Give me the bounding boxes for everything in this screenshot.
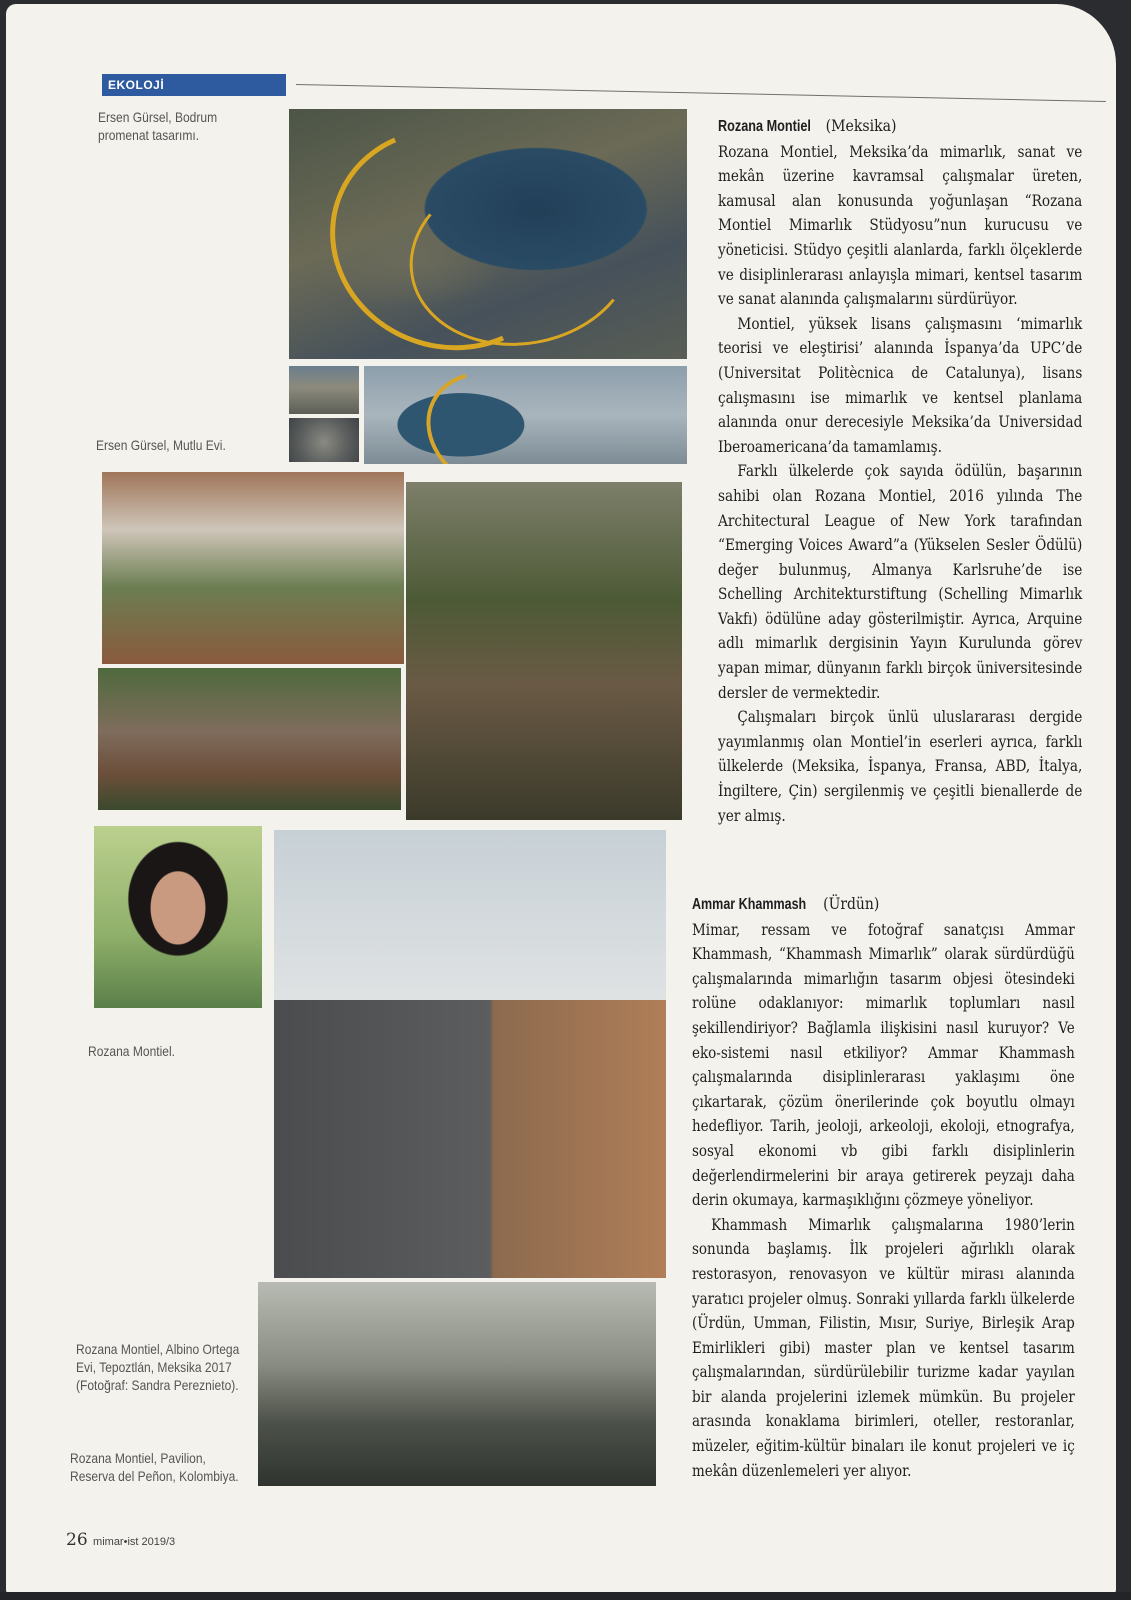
article-paragraph: Farklı ülkelerde çok sayıda ödülün, başarının sahibi olan Rozana Montiel, 2016 yılında The Architectural League of New York tarafından “Emerging Voices Award”a (Yükselen Sesler Ödülü) değer bulunmuş, Almanya Karlsruhe’de ise Schelling Architekturstiftung (Schelling Mimarlık Vakfı) ödülüne aday gösterilmiştir. Ayrıca, Arquine adlı mimarlık dergisinin Yayın Kurulunda görev yapan mimar, dünyanın farklı birçok üniversitesinde dersler de vermektedir.: [718, 462, 1083, 702]
caption-bodrum-promenade: Ersen Gürsel, Bodrum promenat tasarımı.: [98, 109, 218, 143]
top-rule: [296, 84, 1106, 102]
background-strip: [0, 1592, 1131, 1600]
article-paragraph: Khammash Mimarlık çalışmalarına 1980’lerin sonunda başlamış. İlk projeleri ağırlıklı olarak restorasyon, renovasyon ve kültür mirası alanında yaratıcı projeler olmuş. Sonraki yıllarda farklı ülkelerde (Ürdün, Umman, Filistin, Mısır, Suriye, Birleşik Arap Emirlikleri gibi) master plan ve kentsel tasarım çalışmalarından, sürdürülebilir turizme kadar yayılan bir alanda projelerini izlemek mümkün. Bu projeler arasında konaklama birimleri, oteller, restoranlar, müzeler, eğitim-kültür binaları ile konut projeleri ve iç mekân düzenlemeleri yer alıyor.: [692, 1215, 1075, 1480]
photo-mutlu-house-forest: [406, 482, 682, 820]
photo-albino-ortega-house: [274, 830, 666, 1278]
article-heading: [692, 892, 1075, 918]
article-ammar-khammash: [692, 892, 1075, 1483]
photo-pavilion: [258, 1282, 656, 1486]
article-paragraph: Rozana Montiel, Meksika’da mimarlık, sanat ve mekân üzerine kavramsal çalışmalar üreten, kamusal alan konusunda yoğunlaşan “Rozana Montiel Mimarlık Stüdyosu”nun kurucusu ve yöneticisi. Stüdyo çeşitli alanlarda, farklı ölçeklerde ve disiplinlerarası anlayışla mimari, kentsel tasarım ve sanat alanında çalışmalarını sürdürüyor.: [718, 142, 1083, 309]
article-heading: [718, 114, 1082, 140]
article-paragraph: Montiel, yüksek lisans çalışmasını ‘mimarlık teorisi ve eleştirisi’ alanında İspanya’da UPC’de (Universitat Politècnica de Catalunya), lisans çalışmasını ise mimarlık ve kentsel planlama alanında onur derecesiyle Meksika’da Universidad Iberoamericana’da tamamlamış.: [718, 314, 1083, 456]
magazine-issue: mimar•ist 2019/3: [93, 1536, 176, 1548]
page-number: 26: [66, 1530, 88, 1550]
caption-portrait: Rozana Montiel.: [88, 1043, 176, 1059]
article-country: (Meksika): [825, 116, 897, 135]
article-name: Ammar Khammash: [692, 896, 807, 913]
photo-rozana-montiel-portrait: [94, 826, 262, 1008]
photo-bodrum-detail-1: [289, 366, 359, 414]
section-tag: EKOLOJİ: [102, 74, 286, 96]
article-name: Rozana Montiel: [718, 118, 811, 135]
caption-mutlu-house: Ersen Gürsel, Mutlu Evi.: [96, 437, 226, 453]
photo-bodrum-aerial: [289, 109, 687, 359]
photo-mutlu-house-exterior: [98, 668, 401, 810]
photo-mutlu-house-terrace: [102, 472, 404, 664]
article-rozana-montiel: [718, 114, 1082, 828]
caption-pavilion: Rozana Montiel, Pavilion, Reserva del Peñon, Kolombiya.: [70, 1450, 239, 1484]
article-paragraph: Çalışmaları birçok ünlü uluslararası dergide yayımlanmış olan Montiel’in eserleri ayrıca, farklı ülkelerde (Meksika, İspanya, Fransa, ABD, İtalya, İngiltere, Çin) sergilenmiş ve çeşitli bienallerde de yer almış.: [718, 708, 1083, 825]
article-country: (Ürdün): [823, 894, 880, 913]
article-paragraph: Mimar, ressam ve fotoğraf sanatçısı Ammar Khammash, “Khammash Mimarlık” olarak sürdürdüğü çalışmalarında mimarlığın tasarım objesi ötesindeki rolüne odaklanıyor: mimarlık toplumları nasıl şekillendiriyor? Bağlamla ilişkisini nasıl kuruyor? Ve eko-sistemi nasıl etkiliyor? Ammar Khammash çalışmalarında disiplinlerarası yaklaşımı öne çıkartarak, çözüm önerilerinde çok boyutlu olmayı hedefliyor. Tarih, jeoloji, arkeoloji, ekoloji, etnografya, sosyal ekonomi vb gibi farklı disiplinlerin değerlendirmelerini bir araya getirerek peyzajı daha derin okumaya, karmaşıklığını çözmeye yöneliyor.: [692, 920, 1075, 1210]
caption-albino-ortega-house: Rozana Montiel, Albino Ortega Evi, Tepoztlán, Meksika 2017 (Fotoğraf: Sandra Pereznieto).: [76, 1341, 240, 1393]
page-footer: [66, 1530, 175, 1550]
magazine-page: [6, 4, 1116, 1594]
photo-bodrum-plan: [364, 366, 687, 464]
photo-bodrum-detail-2: [289, 418, 359, 462]
